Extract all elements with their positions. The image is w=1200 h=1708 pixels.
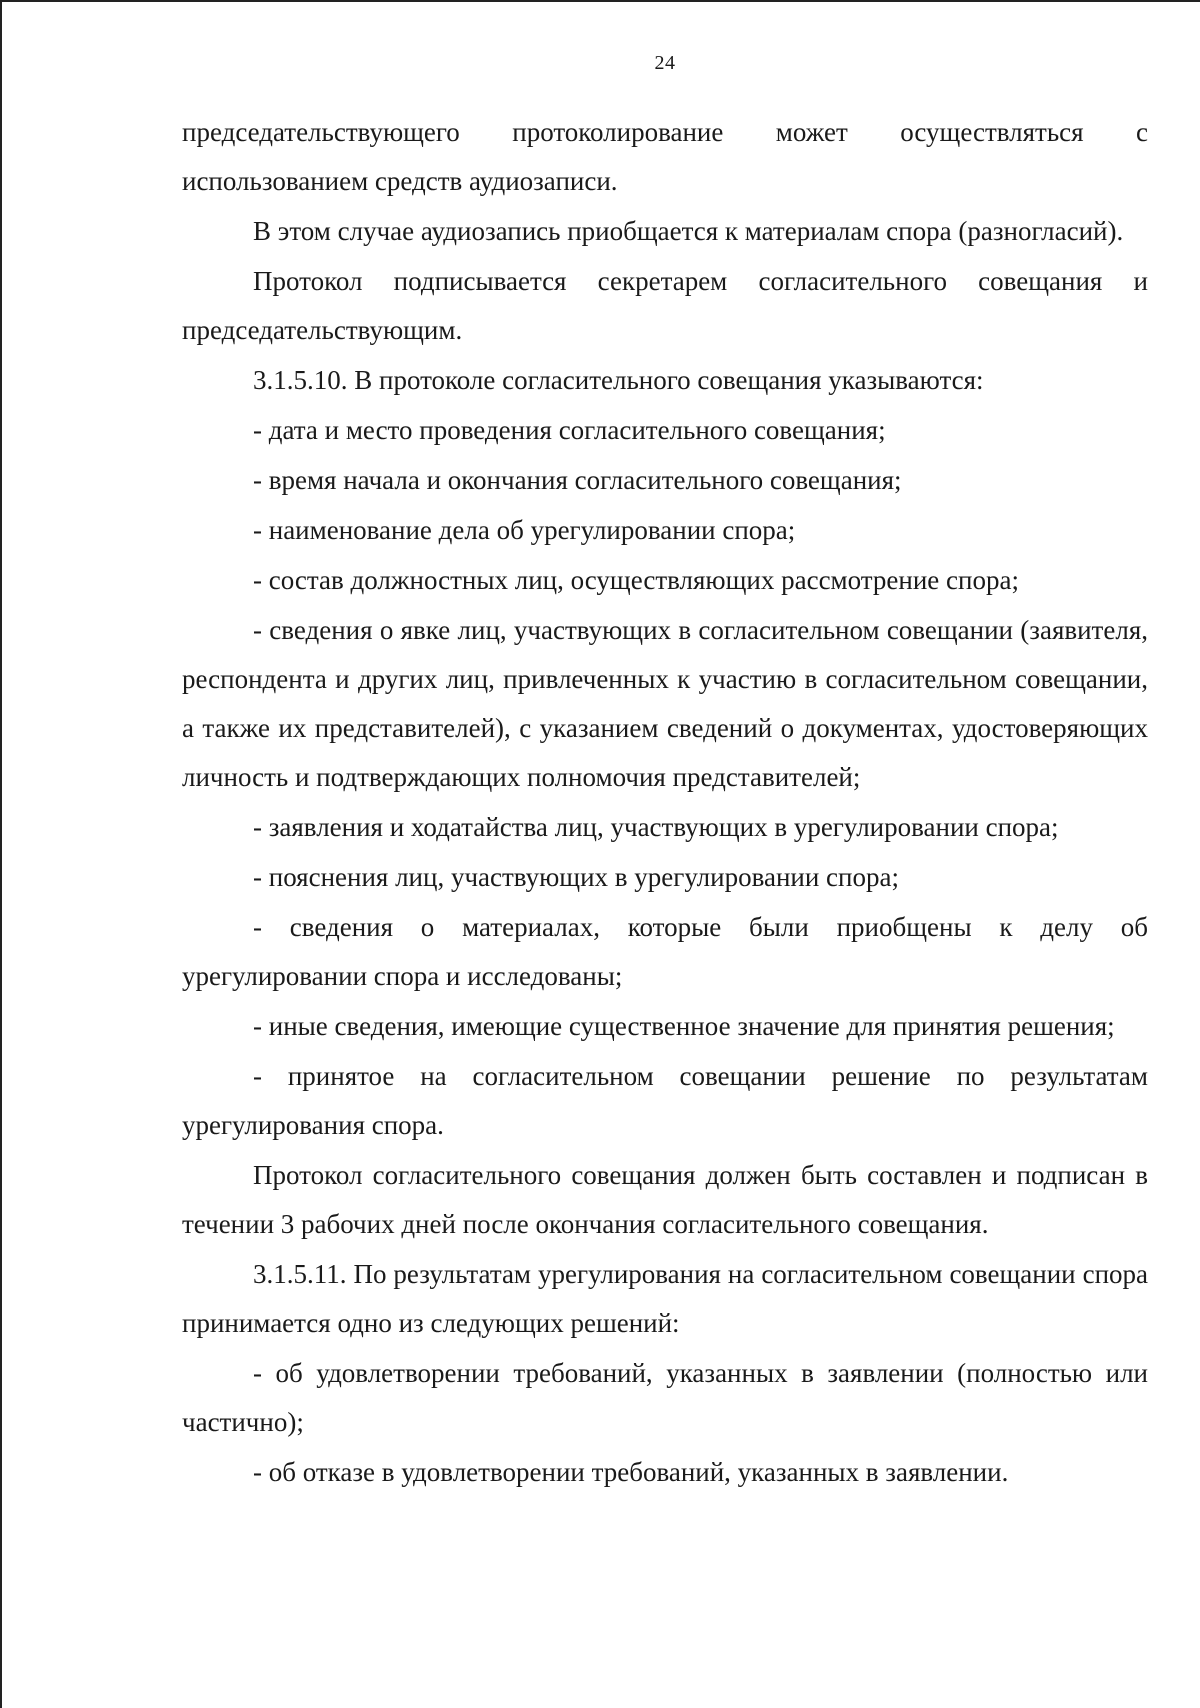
list-item: - принятое на согласительном совещании решение по результатам урегулирования спора. xyxy=(182,1061,1148,1140)
list-item: - заявления и ходатайства лиц, участвующих в урегулировании спора; xyxy=(253,812,1059,842)
list-item: - сведения о материалах, которые были приобщены к делу об урегулировании спора и исследованы; xyxy=(182,912,1148,991)
list-item: - пояснения лиц, участвующих в урегулировании спора; xyxy=(253,862,899,892)
paragraph-audio-attachment: В этом случае аудиозапись приобщается к материалам спора (разногласий). xyxy=(253,216,1124,246)
list-item: - время начала и окончания согласительного совещания; xyxy=(253,465,902,495)
section-heading-3-1-5-11: 3.1.5.11. По результатам урегулирования на согласительном совещании спора принимается одно из следующих решений: xyxy=(182,1259,1148,1338)
list-item: - сведения о явке лиц, участвующих в согласительном совещании (заявителя, респондента и других лиц, привлеченных к участию в согласительном совещании, а также их представителей), с указанием сведений о документах, удостоверяющих личность и подтверждающих полномочия представителей; xyxy=(182,615,1148,792)
list-item: - об отказе в удовлетворении требований, указанных в заявлении. xyxy=(253,1457,1009,1487)
list-item: - об удовлетворении требований, указанных в заявлении (полностью или частично); xyxy=(182,1358,1148,1437)
paragraph-continuation: председательствующего протоколирование может осуществляться с использованием средств аудиозаписи. xyxy=(182,117,1148,196)
list-item: - иные сведения, имеющие существенное значение для принятия решения; xyxy=(253,1011,1115,1041)
paragraph-protocol-signing: Протокол подписывается секретарем согласительного совещания и председательствующим. xyxy=(182,266,1148,345)
document-body xyxy=(182,108,1148,1497)
list-item: - наименование дела об урегулировании спора; xyxy=(253,515,796,545)
list-item: - состав должностных лиц, осуществляющих рассмотрение спора; xyxy=(253,565,1019,595)
page-number: 24 xyxy=(654,52,676,74)
paragraph-protocol-deadline: Протокол согласительного совещания должен быть составлен и подписан в течении 3 рабочих дней после окончания согласительного совещания. xyxy=(182,1160,1148,1239)
list-item: - дата и место проведения согласительного совещания; xyxy=(253,415,886,445)
section-heading-3-1-5-10: 3.1.5.10. В протоколе согласительного совещания указываются: xyxy=(253,365,984,395)
